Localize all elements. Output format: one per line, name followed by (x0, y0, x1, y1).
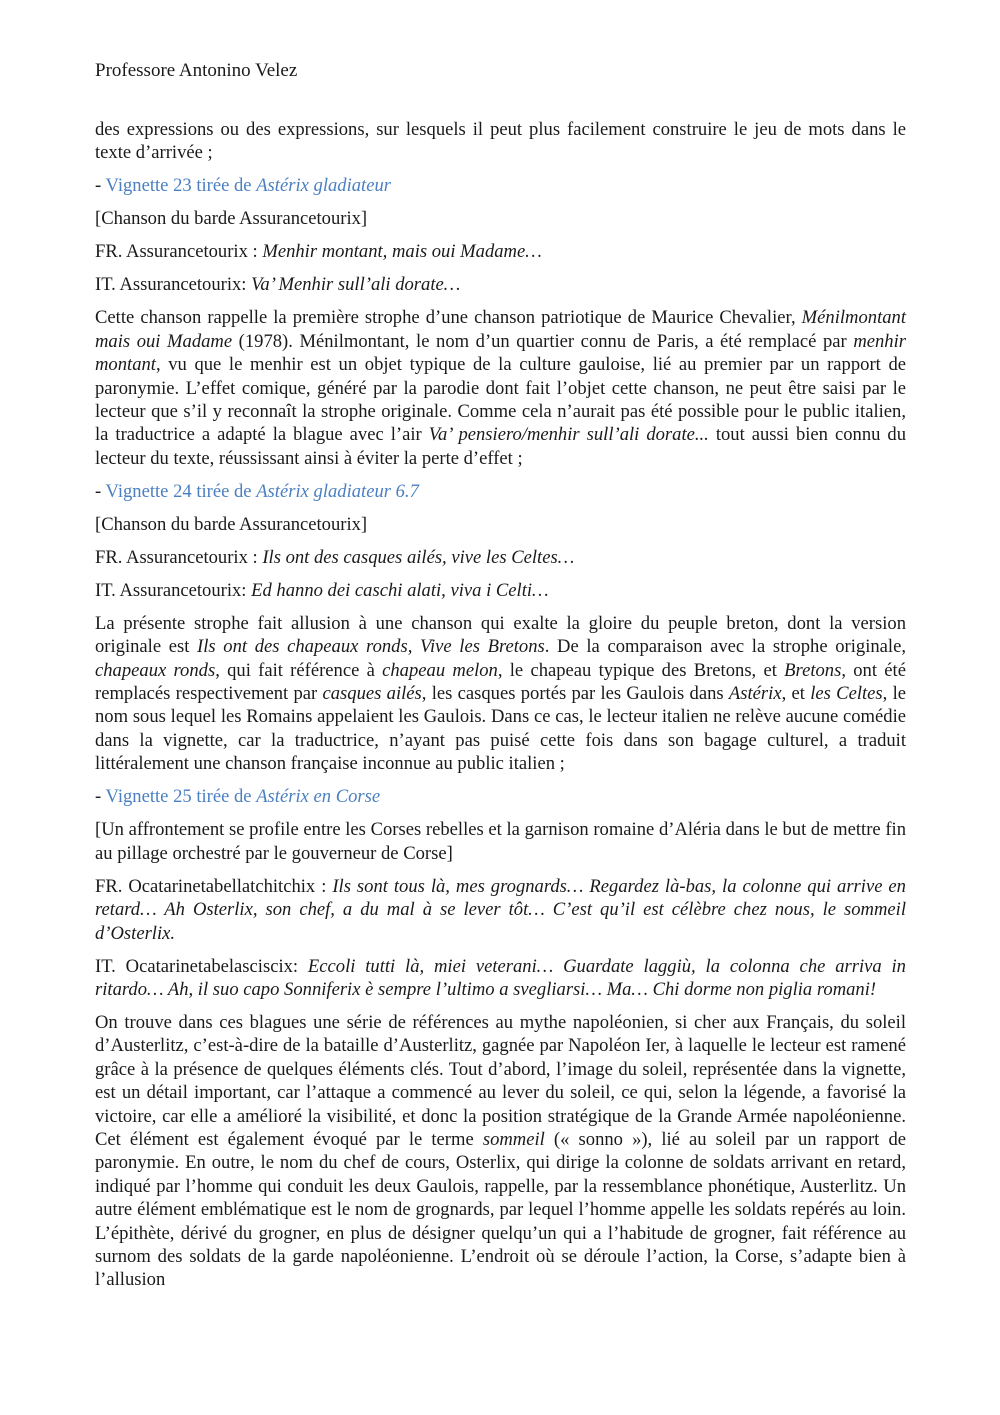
text-run: [Chanson du barde Assurancetourix] (95, 513, 368, 535)
text-run: . De la comparaison avec la strophe originale, (544, 636, 906, 658)
vignette-heading (95, 480, 906, 503)
text-run: , vu que le menhir est un objet typique de la culture gauloise, lié au premier par un rapport de paronymie. L’effet comique, généré par la parodie dont fait l’objet cette chanson, ne peut être saisi par le lecteur que s’il y reconnaît la strophe originale. Comme cela n’aurait pas été possible pour le public italien, la traductrice a adapté la blague avec l’air (95, 354, 906, 446)
paragraph (95, 612, 906, 776)
italic-text: Bretons (784, 659, 842, 681)
text-run: La présente strophe fait allusion à une chanson qui exalte la gloire du peuple breton, dont la version originale est (95, 612, 906, 658)
author-name: Professore Antonino Velez (95, 60, 298, 81)
paragraph (95, 818, 906, 865)
italic-text: Eccoli tutti là, miei veterani… Guardate laggiù, la colonna che arriva in ritardo… Ah, il suo capo Sonniferix è sempre l’ultimo a svegliarsi… Ma… Chi dorme non piglia romani! (95, 955, 906, 1000)
text-run: (« sonno »), lié au soleil par un rapport de paronymie. En outre, le nom du chef de cours, Osterlix, qui dirige la colonne de soldats arrivant en retard, indiqué par l’homme qui conduit les deux Gaulois, rappelle, par la ressemblance phonétique, Austerlitz. Un autre élément emblématique est le nom de grognards, par lequel l’homme appelle les soldats repérés au loin. L’épithète, dérivé du grogner, en plus de désigner quelqu’un qui a l’habitude de grogner, fait référence au surnom des soldats de la garde napoléonienne. L’endroit où se déroule l’action, la Corse, s’adapte bien à l’allusion (95, 1128, 907, 1291)
text-run: , et (781, 683, 811, 705)
text-run: IT. Ocatarinetabelasciscix: (95, 955, 308, 977)
vignette-heading (95, 174, 906, 197)
paragraph (95, 118, 906, 165)
paragraph (95, 273, 906, 296)
italic-text: les Celtes (810, 683, 883, 705)
text-run: - (95, 175, 106, 197)
text-run: - (95, 786, 106, 808)
text-run: , qui fait référence à (215, 659, 383, 681)
text-run: [Un affrontement se profile entre les Corses rebelles et la garnison romaine d’Aléria dans le but de mettre fin au pillage orchestré par le gouverneur de Corse] (95, 819, 906, 864)
text-run: Cette chanson rappelle la première strophe d’une chanson patriotique de Maurice Chevalier, (95, 307, 802, 329)
text-run: FR. Assurancetourix : (95, 546, 263, 568)
italic-text: sommeil (482, 1128, 545, 1150)
text-run: , ont été remplacés respectivement par (95, 659, 906, 705)
italic-text: chapeaux ronds (95, 659, 216, 681)
paragraph (95, 955, 906, 1002)
text-run: tout aussi bien connu du lecteur du texte, réussissant ainsi à éviter la perte d’effet ; (95, 424, 907, 469)
page-header (95, 58, 297, 84)
italic-text: Ils ont des chapeaux ronds, Vive les Bretons (197, 636, 545, 658)
text-run: , le nom sous lequel les Romains appelaient les Gaulois. Dans ce cas, le lecteur italien ne relève aucune comédie dans la vignette, car la traductrice, n’ayant pas puisé cette fois dans son bagage culturel, a traduit littéralement une chanson française inconnue au public italien ; (95, 683, 907, 775)
vignette-link-text: Vignette 23 tirée de (105, 175, 257, 197)
text-run: , le chapeau typique des Bretons, et (497, 659, 785, 681)
paragraph (95, 579, 906, 602)
paragraph (95, 875, 906, 945)
paragraph (95, 306, 906, 470)
italic-text: Va’ pensiero/menhir sull’ali dorate... (428, 424, 709, 446)
text-run: On trouve dans ces blagues une série de références au mythe napoléonien, si cher aux Français, du soleil d’Austerlitz, c’est-à-dire de la bataille d’Austerlitz, gagnée par Napoléon Ier, à laquelle le lecteur est ramené grâce à la présence de quelques éléments clés. Tout d’abord, l’image du soleil, représentée dans la vignette, est un détail important, car l’attaque a commencé au lever du soleil, ce qui, selon la légende, a favorisé la victoire, car elle a amélioré la visibilité, et donc la position stratégique de la Grande Armée napoléonienne. Cet élément est également évoqué par le terme (95, 1011, 906, 1150)
italic-text: Astérix (728, 683, 782, 705)
text-run: FR. Assurancetourix : (95, 241, 263, 263)
text-run: , les casques portés par les Gaulois dans (421, 683, 729, 705)
paragraph (95, 207, 906, 230)
text-run: IT. Assurancetourix: (95, 274, 252, 296)
italic-text: casques ailés (322, 683, 422, 705)
vignette-link-text: Astérix gladiateur 6.7 (256, 480, 419, 502)
italic-text: menhir montant (95, 330, 906, 376)
italic-text: Ils sont tous là, mes grognards… Regardez là-bas, la colonne qui arrive en retard… Ah Osterlix, son chef, a du mal à se lever tôt… C’est qu’il est célèbre chez nous, le sommeil d’Osterlix. (95, 875, 906, 944)
vignette-link-text: Astérix en Corse (256, 786, 381, 808)
vignette-link-text: Vignette 25 tirée de (105, 786, 257, 808)
vignette-link-text: Astérix gladiateur (256, 175, 391, 197)
paragraph (95, 513, 906, 536)
paragraph (95, 546, 906, 569)
italic-text: Menhir montant, mais oui Madame… (262, 241, 542, 263)
text-run: des expressions ou des expressions, sur lesquels il peut plus facilement construire le jeu de mots dans le texte d’arrivée ; (95, 119, 906, 164)
text-run: (1978). Ménilmontant, le nom d’un quartier connu de Paris, a été remplacé par (232, 330, 854, 352)
document-body (95, 118, 906, 1301)
paragraph (95, 240, 906, 263)
text-run: [Chanson du barde Assurancetourix] (95, 208, 368, 230)
italic-text: Ed hanno dei caschi alati, viva i Celti… (251, 579, 549, 601)
text-run: FR. Ocatarinetabellatchitchix : (95, 875, 333, 897)
italic-text: chapeau melon (382, 659, 498, 681)
italic-text: Ménilmontant mais oui Madame (95, 307, 906, 352)
italic-text: Va’ Menhir sull’ali dorate… (251, 274, 461, 296)
vignette-heading (95, 785, 906, 808)
italic-text: Ils ont des casques ailés, vive les Celtes… (262, 546, 575, 568)
text-run: IT. Assurancetourix: (95, 579, 252, 601)
paragraph (95, 1011, 906, 1292)
text-run: - (95, 480, 106, 502)
vignette-link-text: Vignette 24 tirée de (105, 480, 257, 502)
